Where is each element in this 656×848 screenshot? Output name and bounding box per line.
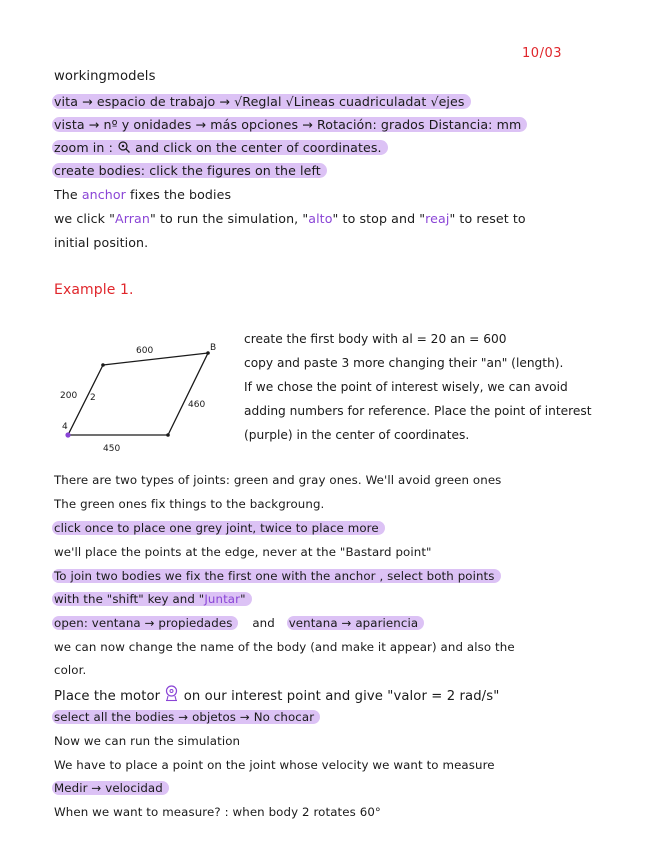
- note-date: 10/03: [522, 46, 562, 61]
- body-line-1: There are two types of joints: green and gray ones. We'll avoid green ones: [54, 473, 502, 487]
- run-text-3: " to stop and ": [332, 211, 426, 226]
- body-line-4: we'll place the points at the edge, never at the "Bastard point": [54, 545, 432, 559]
- body-line-2: The green ones fix things to the backgroung.: [54, 497, 325, 511]
- body-line-3: click once to place one grey joint, twice to place more: [52, 521, 385, 535]
- line-run-sim: [54, 210, 526, 227]
- line-initial-position: initial position.: [54, 235, 149, 250]
- joint-top-left: [101, 363, 105, 367]
- body-line-7-wrap: [54, 615, 424, 632]
- body-line-14-wrap: [54, 780, 169, 797]
- anchor-post: fixes the bodies: [130, 187, 232, 202]
- linkage-diagram: [48, 335, 238, 460]
- run-text-1: we click ": [54, 211, 115, 226]
- anchor-pre: The: [54, 187, 78, 202]
- body-line-12: Now we can run the simulation: [54, 734, 241, 748]
- body-line-10: [54, 685, 499, 705]
- label-2: 2: [90, 393, 96, 403]
- note-line-3: [52, 140, 388, 155]
- example-line-5: (purple) in the center of coordinates.: [244, 428, 470, 442]
- interest-point: [65, 432, 70, 437]
- body-line-6: [52, 592, 252, 606]
- body-line-9: color.: [54, 663, 87, 677]
- body-line-15: When we want to measure? : when body 2 rotates 60°: [54, 805, 381, 819]
- line-create-bodies: [54, 162, 327, 179]
- note-line-1: vita → espacio de trabajo → √Reglal √Lineas cuadriculadat √ejes: [52, 94, 471, 109]
- run-text-4: " to reset to: [449, 211, 526, 226]
- body-line-5-wrap: [54, 568, 501, 585]
- motor-icon: [164, 685, 179, 702]
- open-appearance: ventana → apariencia: [287, 616, 424, 630]
- note-line-2: vista → nº y onidades → más opciones → Rotación: grados Distancia: mm: [52, 117, 527, 132]
- motor-text-1: Place the motor: [54, 689, 161, 704]
- body-line-11-wrap: [54, 709, 320, 726]
- motor-text-2: on our interest point and give "valor = 2 rad/s": [183, 689, 500, 704]
- arran-keyword: Arran: [115, 211, 150, 226]
- label-4: 4: [62, 422, 68, 432]
- label-b: B: [210, 343, 217, 353]
- open-properties: open: ventana → propiedades: [52, 616, 238, 630]
- label-460: 460: [188, 400, 206, 410]
- example-line-2: copy and paste 3 more changing their "an" (length).: [244, 356, 564, 370]
- page-title: workingmodels: [54, 69, 156, 84]
- body-line-11: select all the bodies → objetos → No chocar: [52, 710, 320, 724]
- label-450: 450: [103, 444, 121, 454]
- quote-close: ": [240, 592, 246, 606]
- joint-bottom-right: [166, 433, 170, 437]
- body-line-8: we can now change the name of the body (and make it appear) and also the: [54, 640, 515, 654]
- zoom-label: zoom in :: [54, 140, 113, 155]
- example-line-4: adding numbers for reference. Place the point of interest: [244, 404, 592, 418]
- line-zoom: [54, 139, 388, 156]
- and-word: and: [252, 616, 275, 630]
- body-line-14: Medir → velocidad: [52, 781, 169, 795]
- label-600: 600: [136, 346, 154, 356]
- alto-keyword: alto: [308, 211, 333, 226]
- run-text-2: " to run the simulation, ": [149, 211, 309, 226]
- body-line-6-wrap: [54, 591, 252, 608]
- line-units: [54, 116, 527, 133]
- anchor-keyword: anchor: [81, 187, 126, 202]
- label-200: 200: [60, 391, 78, 401]
- linkage-outline: [68, 353, 208, 435]
- body-line-3-wrap: [54, 520, 385, 537]
- zoom-magnifier-icon: [117, 140, 131, 154]
- note-line-4: create bodies: click the figures on the left: [52, 163, 327, 178]
- line-view-settings: [54, 93, 471, 110]
- body-line-13: We have to place a point on the joint whose velocity we want to measure: [54, 758, 495, 772]
- shift-text: with the "shift" key and ": [54, 592, 205, 606]
- zoom-instruction: and click on the center of coordinates.: [135, 140, 382, 155]
- example-line-3: If we chose the point of interest wisely, we can avoid: [244, 380, 568, 394]
- body-line-5: To join two bodies we fix the first one with the anchor , select both points: [52, 569, 501, 583]
- example-title: Example 1.: [54, 282, 134, 298]
- reaj-keyword: reaj: [425, 211, 450, 226]
- line-anchor: [54, 186, 231, 203]
- example-line-1: create the first body with al = 20 an = 600: [244, 332, 507, 346]
- juntar-keyword: Juntar: [204, 592, 241, 606]
